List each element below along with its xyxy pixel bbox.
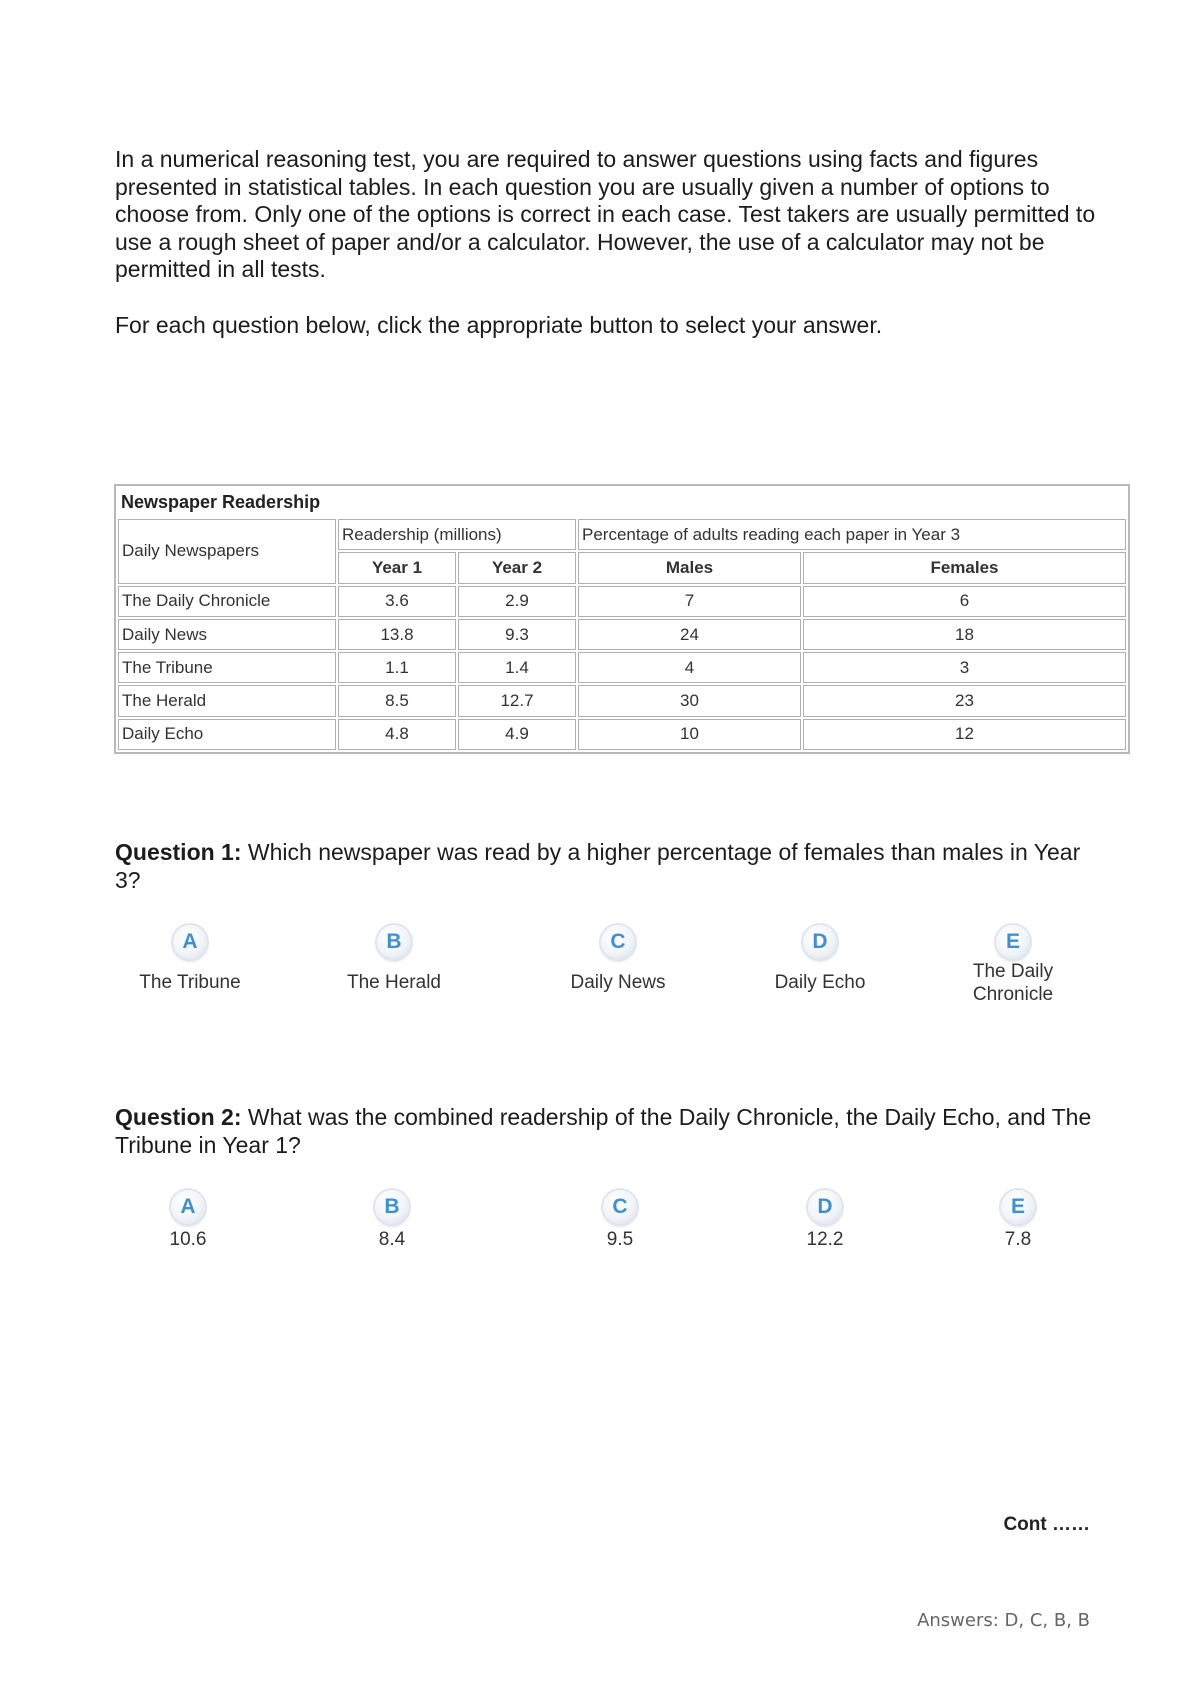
row-year1: 3.6 [338,586,456,617]
row-males: 4 [578,652,801,683]
q1-option-d-button[interactable]: D [803,925,837,959]
table-row [118,652,1126,683]
q2-option-d-button[interactable]: D [808,1190,842,1224]
row-year1: 1.1 [338,652,456,683]
row-males: 7 [578,586,801,617]
row-year2: 2.9 [458,586,576,617]
q2-option-b-button[interactable]: B [375,1190,409,1224]
table-row [118,685,1126,716]
row-name: The Tribune [118,652,336,683]
q1-option-d[interactable] [730,925,910,994]
intro-paragraph-1: In a numerical reasoning test, you are required to answer questions using facts and figures presented in statistical tables. In each question you are usually given a number of options to choose from. Only one of the options is correct in each case. Test takers are usually permitted to use a rough sheet of paper and/or a calculator. However, the use of a calculator may not be permitted in all tests. [115,146,1096,282]
q2-option-e-text: 7.8 [1004,1229,1032,1250]
header-males: Males [578,552,801,583]
q2-option-d[interactable] [735,1190,915,1251]
header-percentage: Percentage of adults reading each paper in Year 3 [578,519,1126,550]
q2-option-a[interactable] [98,1190,278,1251]
q1-option-a-button[interactable]: A [173,925,207,959]
table-row [118,719,1126,750]
q2-option-b-text: 8.4 [378,1229,406,1250]
q2-option-b[interactable] [302,1190,482,1251]
header-year-1: Year 1 [338,552,456,583]
header-readership: Readership (millions) [338,519,576,550]
row-name: Daily News [118,619,336,650]
q2-option-c-text: 9.5 [606,1229,634,1250]
q1-option-b-text: The Herald [347,972,441,993]
q2-option-a-button[interactable]: A [171,1190,205,1224]
readership-table [114,484,1130,754]
q2-option-e[interactable] [928,1190,1108,1251]
row-females: 12 [803,719,1126,750]
q1-option-d-text: Daily Echo [774,972,866,993]
answers-footer: Answers: D, C, B, B [917,1610,1090,1631]
intro-paragraph-2: For each question below, click the appropriate button to select your answer. [115,311,883,338]
header-females: Females [803,552,1126,583]
row-year1: 13.8 [338,619,456,650]
intro-text [115,146,1105,367]
header-year-2: Year 2 [458,552,576,583]
row-name: The Herald [118,685,336,716]
row-year2: 12.7 [458,685,576,716]
row-year2: 4.9 [458,719,576,750]
row-males: 30 [578,685,801,716]
question-2-text: What was the combined readership of the Daily Chronicle, the Daily Echo, and The Tribune in Year 1? [115,1104,1092,1158]
row-females: 3 [803,652,1126,683]
continue-note: Cont …… [1003,1514,1090,1535]
q2-option-d-text: 12.2 [806,1229,844,1250]
table-row [118,586,1126,617]
row-name: The Daily Chronicle [118,586,336,617]
row-females: 18 [803,619,1126,650]
q1-option-c-text: Daily News [570,972,666,993]
q1-option-a[interactable] [100,925,280,994]
q2-option-c[interactable] [530,1190,710,1251]
row-name: Daily Echo [118,719,336,750]
q1-option-c[interactable] [528,925,708,994]
row-males: 10 [578,719,801,750]
question-2 [115,1103,1105,1159]
q1-option-a-text: The Tribune [139,972,241,993]
q2-option-e-button[interactable]: E [1001,1190,1035,1224]
question-1-label: Question 1: [115,839,242,865]
row-year1: 4.8 [338,719,456,750]
row-year2: 9.3 [458,619,576,650]
table-row [118,619,1126,650]
q1-option-b[interactable] [304,925,484,994]
q2-option-c-button[interactable]: C [603,1190,637,1224]
q2-option-a-text: 10.6 [169,1229,207,1250]
q1-option-b-button[interactable]: B [377,925,411,959]
row-females: 6 [803,586,1126,617]
question-1-text: Which newspaper was read by a higher percentage of females than males in Year 3? [115,839,1081,893]
table-title: Newspaper Readership [121,492,321,513]
question-2-label: Question 2: [115,1104,242,1130]
row-females: 23 [803,685,1126,716]
question-1 [115,838,1105,894]
row-year2: 1.4 [458,652,576,683]
q1-option-e-text: The Daily Chronicle [972,961,1054,1005]
q1-option-e[interactable] [933,925,1093,1006]
row-males: 24 [578,619,801,650]
q1-option-c-button[interactable]: C [601,925,635,959]
header-daily-newspapers: Daily Newspapers [118,519,336,584]
row-year1: 8.5 [338,685,456,716]
q1-option-e-button[interactable]: E [996,925,1030,959]
